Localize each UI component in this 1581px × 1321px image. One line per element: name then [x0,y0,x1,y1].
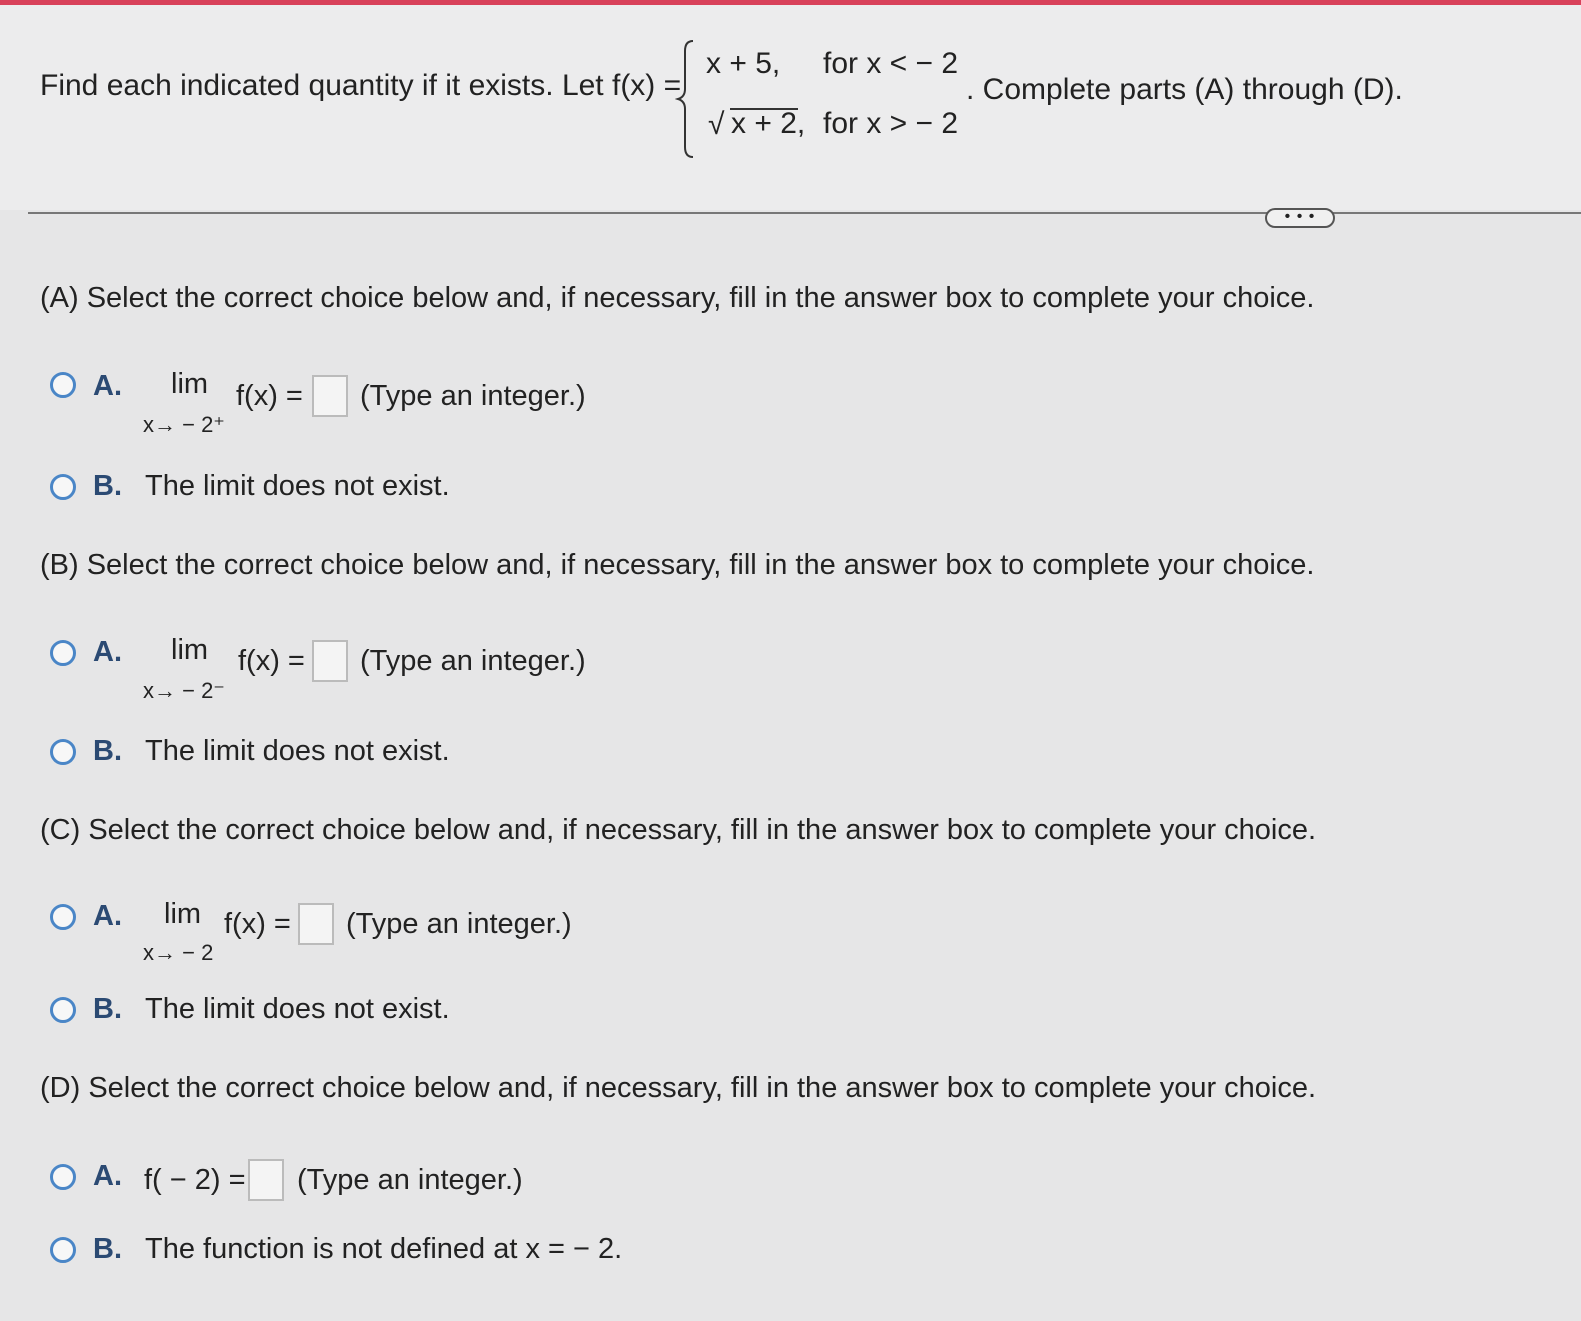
part-c-option-a-radio[interactable] [50,904,76,930]
part-a-lim-subscript: x→ − 2⁺ [143,412,225,437]
question-suffix: . Complete parts (A) through (D). [966,73,1403,106]
part-a-option-b-text: The limit does not exist. [145,470,450,502]
part-b-title: (B) Select the correct choice below and, if necessary, fill in the answer box to complete your choice. [40,549,1315,581]
part-c-answer-box[interactable] [298,903,334,945]
part-d-option-b-letter: B. [93,1233,122,1265]
more-options-button[interactable]: • • • [1265,208,1335,228]
part-d-answer-box[interactable] [248,1159,284,1201]
part-c-option-a-letter: A. [93,900,122,932]
part-a-option-b-letter: B. [93,470,122,502]
piece1-condition: for x < − 2 [823,47,959,80]
part-d-title: (D) Select the correct choice below and, if necessary, fill in the answer box to complete your choice. [40,1072,1317,1104]
part-a-title: (A) Select the correct choice below and, if necessary, fill in the answer box to complete your choice. [40,282,1315,314]
piece2-condition: for x > − 2 [823,107,959,140]
part-c-hint: (Type an integer.) [346,908,572,940]
part-d-option-a-letter: A. [93,1160,122,1192]
part-a-lim: lim [171,368,209,400]
part-b-option-a-letter: A. [93,636,122,668]
part-d-hint: (Type an integer.) [297,1164,523,1196]
part-c-title: (C) Select the correct choice below and, if necessary, fill in the answer box to complete your choice. [40,814,1317,846]
part-c-option-b-letter: B. [93,993,122,1025]
part-b-lim-subscript: x→ − 2⁻ [143,678,225,703]
part-c-lim-subscript: x→ − 2 [143,940,214,965]
part-d-option-b-radio[interactable] [50,1237,76,1263]
piece2-radicand: x + 2, [731,107,806,140]
piecewise-brace [675,39,697,159]
part-b-option-b-letter: B. [93,735,122,767]
part-c-lim: lim [164,898,202,930]
part-b-answer-box[interactable] [312,640,348,682]
part-a-hint: (Type an integer.) [360,380,586,412]
part-b-option-b-text: The limit does not exist. [145,735,450,767]
part-a-option-a-letter: A. [93,370,122,402]
piece1-expression: x + 5, [706,47,781,80]
part-b-option-a-radio[interactable] [50,640,76,666]
question-header [0,5,1581,210]
part-c-expression: f(x) = [224,908,291,940]
part-b-option-b-radio[interactable] [50,739,76,765]
part-d-option-b-text: The function is not defined at x = − 2. [145,1233,623,1265]
sqrt-symbol: √ [708,108,725,141]
part-c-option-b-text: The limit does not exist. [145,993,450,1025]
part-b-hint: (Type an integer.) [360,645,586,677]
part-c-option-b-radio[interactable] [50,997,76,1023]
part-a-expression: f(x) = [236,380,303,412]
part-a-answer-box[interactable] [312,375,348,417]
part-b-expression: f(x) = [238,645,305,677]
question-prefix: Find each indicated quantity if it exists. Let f(x) = [40,69,682,102]
part-d-option-a-radio[interactable] [50,1164,76,1190]
part-d-expression: f( − 2) = [144,1164,246,1196]
part-a-option-b-radio[interactable] [50,474,76,500]
part-b-lim: lim [171,634,209,666]
part-a-option-a-radio[interactable] [50,372,76,398]
section-divider [28,212,1581,214]
